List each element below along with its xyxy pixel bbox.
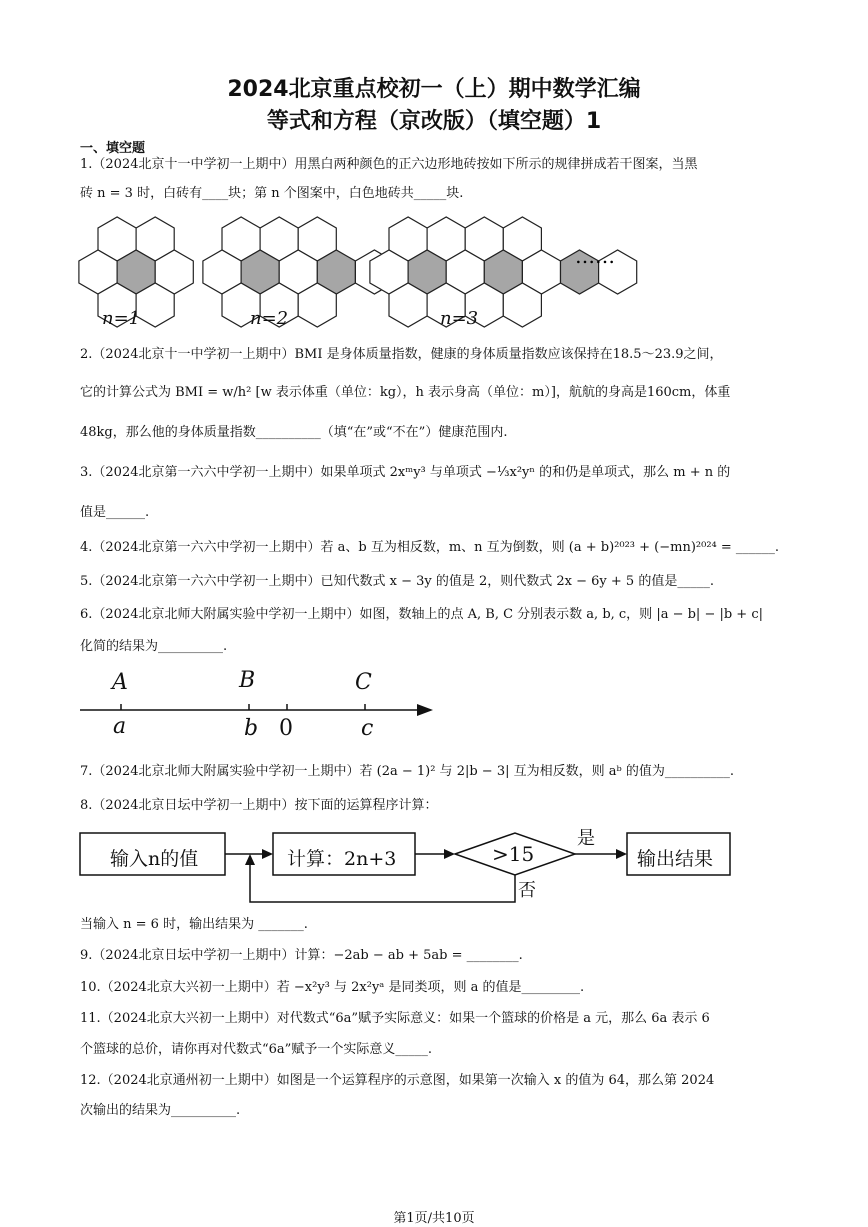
page-footer: 第1页/共10页 <box>393 1211 475 1226</box>
question-11-line1: 11.（2024北京大兴初一上期中）对代数式“6a”赋予实际意义：如果一个篮球的价格是 a 元，那么 6a 表示 6 <box>80 1011 710 1026</box>
question-6-line1: 6.（2024北京北师大附属实验中学初一上期中）如图，数轴上的点 A, B, C 分别表示数 a, b, c，则 |a − b| − |b + c| <box>80 607 763 622</box>
question-5: 5.（2024北京第一六六中学初一上期中）已知代数式 x − 3y 的值是 2，则代数式 2x − 6y + 5 的值是_____. <box>80 574 714 589</box>
figure-label-2: n=2 <box>250 308 289 329</box>
question-3-line1: 3.（2024北京第一六六中学初一上期中）如果单项式 2xᵐy³ 与单项式 −⅓x²yⁿ 的和仍是单项式，那么 m + n 的 <box>80 465 731 480</box>
question-10: 10.（2024北京大兴初一上期中）若 −x²y³ 与 2x²yᵃ 是同类项，则 a 的值是_________. <box>80 980 585 995</box>
document-title: 2024北京重点校初一（上）期中数学汇编 <box>227 77 641 102</box>
question-2-line2: 它的计算公式为 BMI = w/h² [w 表示体重（单位：kg），h 表示身高（单位：m）]，航航的身高是160cm，体重 <box>80 385 731 400</box>
flow-no-label: 否 <box>518 880 536 901</box>
question-9: 9.（2024北京日坛中学初一上期中）计算：−2ab − ab + 5ab = ________. <box>80 948 523 963</box>
figure-label-1: n=1 <box>102 308 141 329</box>
question-12-line2: 次输出的结果为__________. <box>80 1103 241 1118</box>
question-4: 4.（2024北京第一六六中学初一上期中）若 a、b 互为相反数，m、n 互为倒数，则 (a + b)²⁰²³ + (−mn)²⁰²⁴ = ______. <box>80 540 780 555</box>
ellipsis: …… <box>575 244 615 268</box>
section-heading: 一、填空题 <box>80 141 146 156</box>
flow-compute-text: 计算：2n+3 <box>287 848 397 870</box>
flow-input-text: 输入n的值 <box>110 848 199 870</box>
question-2-line3: 48kg，那么他的身体质量指数__________（填“在”或“不在”）健康范围内. <box>80 425 508 440</box>
point-B-label: B <box>239 668 256 693</box>
point-A-label: A <box>112 670 128 695</box>
value-b-label: b <box>244 716 259 741</box>
flow-output-text: 输出结果 <box>637 848 714 870</box>
question-2-line1: 2.（2024北京十一中学初一上期中）BMI 是身体质量指数，健康的身体质量指数应该保持在18.5～23.9之间， <box>80 347 723 362</box>
figure-label-3: n=3 <box>440 308 479 329</box>
question-8: 8.（2024北京日坛中学初一上期中）按下面的运算程序计算： <box>80 798 438 813</box>
question-11-line2: 个篮球的总价，请你再对代数式“6a”赋予一个实际意义_____. <box>80 1042 432 1057</box>
question-12-line1: 12.（2024北京通州初一上期中）如图是一个运算程序的示意图，如果第一次输入 x 的值为 64，那么第 2024 <box>80 1073 715 1088</box>
question-7: 7.（2024北京北师大附属实验中学初一上期中）若 (2a − 1)² 与 2|b − 3| 互为相反数，则 aᵇ 的值为__________. <box>80 764 734 779</box>
flow-condition-text: >15 <box>492 842 535 866</box>
question-6-line2: 化简的结果为__________. <box>80 639 228 654</box>
point-C-label: C <box>355 670 372 695</box>
question-3-line2: 值是______. <box>80 505 150 520</box>
value-zero-label: 0 <box>279 716 293 741</box>
question-8-line2: 当输入 n = 6 时，输出结果为 _______. <box>80 917 308 932</box>
value-c-label: c <box>361 716 374 741</box>
flow-yes-label: 是 <box>577 828 595 849</box>
value-a-label: a <box>113 714 127 739</box>
document-subtitle: 等式和方程（京改版）（填空题）1 <box>266 109 602 134</box>
question-1-line2: 砖 n = 3 时，白砖有____块；第 n 个图案中，白色地砖共_____块. <box>80 186 464 201</box>
question-1-line1: 1.（2024北京十一中学初一上期中）用黑白两种颜色的正六边形地砖按如下所示的规律拼成若干图案，当黑 <box>80 157 698 172</box>
